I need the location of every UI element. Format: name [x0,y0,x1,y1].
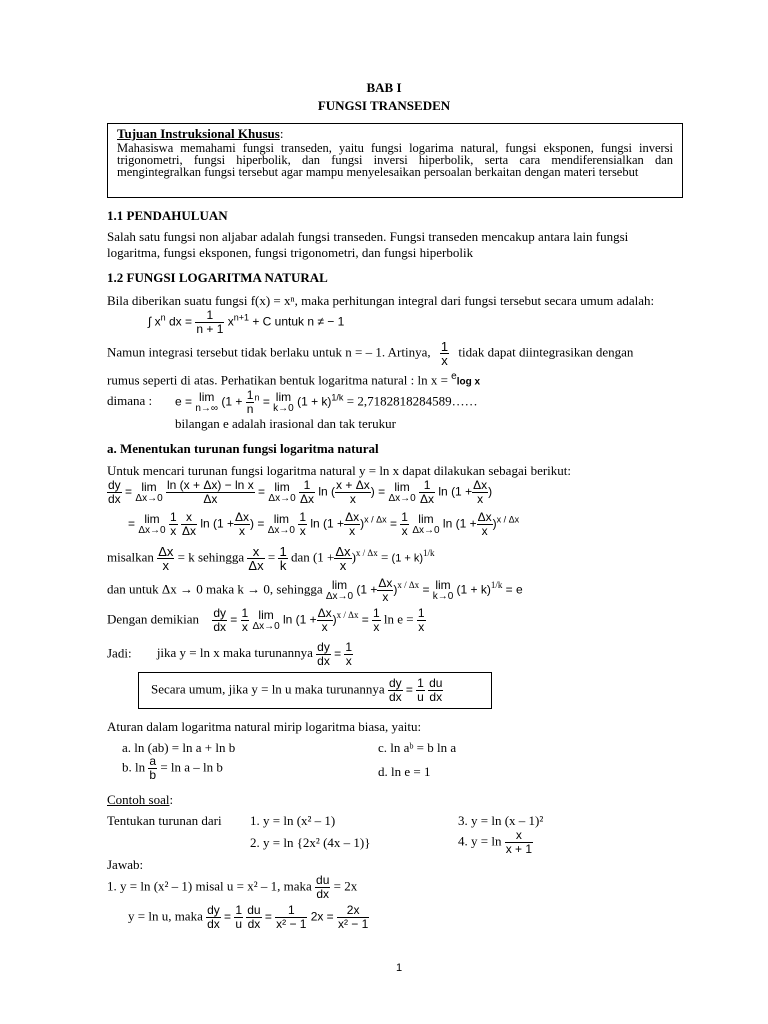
untuk-result: = e [505,582,523,597]
dimana-label: dimana : [107,393,153,408]
misalkan-label: misalkan [107,549,154,565]
untuk-lim-1-sub: Δx→0 [325,590,354,602]
rule-c: c. ln aᵇ = b ln a [378,740,457,755]
untuk-lim-2-sub: k→0 [432,590,454,602]
namun-line [107,340,633,367]
d2b-denominator: Δx [181,524,196,538]
untuk-equals: = [422,582,430,597]
d2-lim-1-sub: Δx→0 [138,524,166,536]
section-1-2-intro: Bila diberikan suatu fungsi f(x) = xⁿ, maka perhitungan integral dari fungsi tersebut secara umum adalah: [107,293,655,308]
objective-text: Mahasiswa memahami fungsi transeden, yaitu fungsi logarima natural, fungsi eksponen, fungsi inversi trigonometri, fungsi hiperbolik, dan fungsi inversi hiperbolik, serta cara mendiferensialkan dan mengintegralkan fungsi tersebut agar mampu menyelesaikan persoalan berkaitan dengan materi tersebut [117,141,673,179]
solution-1-du-dx [315,874,330,901]
d2-ln-close: ) [250,516,255,531]
dengan-f4-den: x [418,620,425,634]
dengan-f3-num: 1 [372,606,380,620]
integral-power: n+1 [233,312,249,323]
dengan-one-over-x-2 [372,607,381,634]
examples-prompt: Tentukan turunan dari [107,813,222,828]
solution-2-equals-3: = [326,909,334,924]
solution-2-one-over-u [234,904,243,931]
dq-numerator: ln (x + Δx) − ln x [166,478,254,492]
objective-colon: : [279,126,284,141]
lim-dx-1 [135,479,163,504]
e-exponent-n: n [254,392,260,403]
d2-x-over-dx [181,511,197,538]
lim-1: lim [141,479,157,494]
dengan-exponent: x / Δx [336,610,359,621]
d2g-denominator: x [477,524,493,538]
integral-dx: dx = [165,314,192,329]
lim-2-sub: Δx→0 [268,492,296,504]
d2-lim-3-word: lim [418,511,434,526]
d2-exponent-1: x / Δx [364,514,387,525]
solution-2-dx: dx [207,917,220,931]
page-number: 1 [396,962,403,974]
problem-1: 1. y = ln (x² – 1) [250,813,336,828]
e-expr-1: (1 + [221,394,243,409]
solution-2-dy-dx [206,904,221,931]
mf4-denominator: x [334,558,351,572]
dx-label: dx [108,492,121,506]
general-rule-text: Secara umum, jika y = ln u maka turunannya [151,681,385,697]
d2-equals-2: = [257,516,265,531]
d2-dx-over-x-3 [477,511,493,538]
f4-numerator: 1 [423,478,431,492]
d2-one-over-x [169,511,178,538]
section-1-1-line2: logaritma, fungsi eksponen, fungsi trigonometri, dan fungsi hiperbolik [107,245,474,260]
limit-n [195,389,219,414]
e-exponent-k: 1/k [331,392,344,403]
box-dx: dx [388,690,402,704]
mf3-numerator: 1 [279,544,287,559]
lim-3-sub: Δx→0 [388,492,416,504]
e-denominator: n [246,402,254,416]
jadi-dx: dx [317,654,330,668]
lim-word-2: lim [275,389,292,404]
problem-4-den: x + 1 [505,842,533,856]
rumus-base: e [451,371,457,382]
untuk-dx-over-x [377,577,393,604]
untuk-paren-open: (1 + [356,582,378,597]
box-u: u [417,690,424,704]
limit-k [273,389,294,414]
integral-formula [148,309,344,336]
jadi-x: x [345,654,352,668]
ln-close: ) [370,484,375,499]
mf2-numerator: x [252,544,260,559]
dengan-result [417,607,426,634]
solution-2-equals-2: = [264,909,272,924]
derivation-line-2 [128,511,519,538]
jadi-dy-dx [316,641,331,668]
rule-b-num: a [149,754,157,768]
d2g-numerator: Δx [477,510,492,524]
ln-open: ln ( [318,484,336,499]
dengan-dx: dx [213,620,226,634]
lim-3: lim [394,479,410,494]
dengan-lim-word: lim [258,607,274,622]
problem-2: 2. y = ln {2x² (4x – 1)} [250,835,371,850]
untuk-paren-close: ) [393,582,398,597]
one-over-dx [299,479,315,506]
uf-denominator: x [377,590,393,604]
solution-2-f5-num: 2x [346,903,360,917]
e-definition [175,389,478,416]
d2e-denominator: x [344,524,360,538]
problem-4-fraction [505,829,533,856]
untuk-expr: (1 + k) [456,582,491,597]
untuk-lim-2-word: lim [435,577,451,592]
e-value: = 2,7182818284589…… [346,393,478,409]
d2-lim-2 [267,511,295,536]
namun-text-b: tidak dapat diintegrasikan dengan [458,344,634,360]
general-rule-line [151,677,443,704]
solution-2-du-dx [246,904,261,931]
misal-dx-over-x-2 [334,545,351,572]
subsection-a-heading: a. Menentukan turunan fungsi logaritma natural [107,441,379,456]
dengan-ln-e: ln e = [383,611,414,627]
d2-dx-over-x [234,511,250,538]
d2d-denominator: x [299,524,306,538]
rumus-text: rumus seperti di atas. Perhatikan bentuk logaritma natural : ln x = [107,372,448,388]
solution-line-2 [128,904,369,931]
d2d-numerator: 1 [299,510,307,524]
d2a-numerator: 1 [169,510,177,524]
misal-expr: (1 + k) [391,552,424,565]
problem-3: 3. y = ln (x – 1)² [458,813,544,828]
f2-numerator: 1 [303,478,311,492]
examples-heading-text: Contoh soal [107,792,170,807]
integral-exponent: n [160,312,166,323]
aturan-line: Aturan dalam logaritma natural mirip logaritma biasa, yaitu: [107,719,422,734]
solution-2-one-over-x2 [275,904,307,931]
mf2-denominator: Δx [248,558,264,573]
d2-lim-1-word: lim [144,511,160,526]
dq-denominator: Δx [166,492,255,506]
misal-one-over-k [278,545,287,572]
solution-1-du: du [316,873,330,887]
ratio-fraction [335,479,371,506]
problem-4-num: x [515,828,522,842]
d2a-denominator: x [170,524,177,538]
d2f-denominator: x [401,524,408,538]
lim-word: lim [199,389,215,404]
f3-denominator: x [335,492,371,506]
misal-x-over-dx [247,545,264,572]
d2-equals-1: = [128,516,136,531]
untuk-lim-2 [432,577,454,602]
dengan-f2-den: x [317,620,333,634]
lim-k-sub: k→0 [273,402,294,414]
solution-2-equals-1: = [224,909,232,924]
answer-label: Jawab: [107,857,144,872]
rule-b [122,755,223,782]
solution-2-2x: 2x [310,909,324,924]
objective-box [107,123,683,198]
d2b-numerator: x [185,510,192,524]
untuk-line [107,577,523,604]
section-1-1-line1: Salah satu fungsi non aljabar adalah fungsi transeden. Fungsi transeden mencakup antara lain fungsi [107,229,629,244]
dengan-equals-2: = [361,612,369,627]
jadi-label: Jadi: [107,645,132,661]
untuk-lim-1-word: lim [331,577,348,592]
integral-constant: + C untuk n ≠ − 1 [252,314,345,329]
d2-one-over-x-3 [400,511,409,538]
one-over-dx-2 [419,479,435,506]
mf1-numerator: Δx [158,544,174,559]
general-rule-box [138,672,492,709]
box-du: du [429,676,443,690]
solution-1-text: 1. y = ln (x² – 1) misal u = x² – 1, maka [107,878,312,894]
jadi-line [107,641,353,668]
f3-numerator: x + Δx [336,478,370,492]
d2-one-over-x-2 [298,511,307,538]
dy-dx-fraction [107,479,122,506]
misal-text-c: dan (1 + [290,549,335,565]
d2-lim-2-word: lim [273,511,290,526]
solution-2-dx-2: dx [247,917,261,931]
rule-b-fraction [148,755,157,782]
dy-label: dy [108,478,121,492]
box-dy-dx [388,677,403,704]
namun-text-a: Namun integrasi tersebut tidak berlaku untuk n = – 1. Artinya, [107,344,431,360]
d2-equals-3: = [389,516,397,531]
dengan-f4-num: 1 [417,606,425,620]
untuk-text: dan untuk Δx → 0 maka k → 0, sehingga [107,581,323,597]
box-one: 1 [417,676,424,690]
e-description: bilangan e adalah irasional dan tak terukur [175,416,396,431]
section-1-2-heading: 1.2 FUNGSI LOGARITMA NATURAL [107,270,328,285]
section-1-1-heading: 1.1 PENDAHULUAN [107,208,228,223]
solution-2-f4-den: x² − 1 [276,917,307,931]
lim-dx-3 [388,479,416,504]
box-dx-2: dx [429,690,443,704]
equals-1: = [125,484,133,499]
misal-text-b: = k sehingga [177,549,245,565]
problem-4-pre: 4. y = ln [458,833,502,849]
solution-2-du: du [247,903,261,917]
jadi-result [344,641,353,668]
examples-heading-colon: : [169,792,174,807]
namun-numerator: 1 [440,339,449,354]
difference-quotient [166,479,255,506]
dengan-ln-open: ln (1 + [282,612,317,627]
box-equals: = [405,682,413,697]
dengan-one-over-x [241,607,250,634]
untuk-exponent-2: 1/k [490,580,503,591]
dengan-text: Dengan demikian [107,611,200,627]
mf3-denominator: k [279,558,287,573]
d2-ln-open-3: ln (1 + [442,516,477,531]
e-equals-2: = [262,394,270,409]
dengan-f2-num: Δx [317,606,332,620]
integral-numerator: 1 [206,308,214,322]
misalkan-line: misalkan $\frac{\Delta x}{x}$ = k sehingga $\frac{x}{\Delta x}$ = $\frac{1}{k}$ dan (1 + $\frac{\Delta x}{x}$ )$^{x / \Delta x} = (1 + k)^{1/k}$ [107,544,435,573]
rule-b-post: = ln a – ln b [160,759,223,775]
jadi-dy: dy [317,640,330,654]
rule-d: d. ln e = 1 [378,764,431,779]
e-numerator: 1 [246,388,254,402]
solution-line-1 [107,874,357,901]
lim-dx-2 [268,479,296,504]
d2-ln-open: ln (1 + [200,516,235,531]
integral-denominator: n + 1 [196,322,224,336]
f2-denominator: Δx [300,492,315,506]
misal-exponent-2: 1/k [423,548,435,559]
jadi-equals: = [334,646,342,661]
d2-dx-over-x-2 [344,511,360,538]
namun-denominator: x [441,353,448,368]
d2-lim-2-sub: Δx→0 [267,524,295,536]
f5-denominator: x [472,492,488,506]
solution-2-result [337,904,369,931]
f4-denominator: Δx [420,492,435,506]
equals-3: = [378,484,386,499]
untuk-lim-1 [325,577,354,602]
problem-4 [458,829,533,856]
solution-2-f5-den: x² − 1 [337,917,369,931]
dx-over-x [472,479,488,506]
box-du-dx [428,677,443,704]
dengan-f3-den: x [373,620,380,634]
jadi-one: 1 [345,640,353,654]
dengan-equals: = [230,612,238,627]
mf1-denominator: x [157,558,174,572]
d2c-numerator: Δx [235,510,250,524]
objective-title: Tujuan Instruksional Khusus [117,126,280,141]
chapter-title: FUNGSI TRANSEDEN [317,98,451,113]
rule-b-pre: b. ln [122,759,146,775]
solution-2-f2-den: u [235,917,242,931]
solution-2-f2-num: 1 [235,903,242,917]
jadi-text: jika y = ln x maka turunannya [156,645,313,661]
subsection-a-intro: Untuk mencari turunan fungsi logaritma natural y = ln x dapat dilakukan sebagai berikut: [107,463,572,478]
d2-ln-open-2: ln (1 + [310,516,345,531]
solution-1-result: = 2x [333,878,358,894]
dengan-dy: dy [213,606,226,620]
rule-b-den: b [149,768,157,782]
rumus-log: log x [456,376,481,388]
dengan-ln-close: ) [332,612,337,627]
d2-lim-3-sub: Δx→0 [412,524,440,536]
dengan-lim-sub: Δx→0 [252,620,280,632]
d2-lim-1 [138,511,166,536]
lim-n-sub: n→∞ [195,402,219,414]
dengan-dy-dx [212,607,227,634]
derivation-line-1 [107,479,492,506]
d2e-numerator: Δx [345,510,360,524]
solution-2-dy: dy [207,903,220,917]
rumus-line [107,371,480,388]
f5-numerator: Δx [473,478,488,492]
d2-exponent-2: x / Δx [496,514,520,525]
integral-x: x [227,314,234,329]
box-dy: dy [388,676,402,690]
rule-a: a. ln (ab) = ln a + ln b [122,740,236,755]
d2c-denominator: x [234,524,250,538]
e-expr-2: (1 + k) [297,394,332,409]
integral-sign: ∫ x [148,314,161,329]
integral-fraction [195,309,224,336]
d2-ln-close-3: ) [492,516,497,531]
dengan-f1-den: x [241,620,248,634]
namun-fraction [440,340,449,367]
misal-equals-2: = [380,549,389,565]
lim-2: lim [274,479,290,494]
solution-2-f4-num: 1 [287,903,295,917]
d2-lim-3 [412,511,440,536]
uf-numerator: Δx [378,576,393,590]
misal-exponent: x / Δx [355,548,378,559]
d2-ln-close-2: ) [360,516,365,531]
dengan-dx-over-x [317,607,333,634]
d2f-numerator: 1 [401,510,408,524]
examples-heading [107,792,173,808]
dengan-lim [252,607,280,632]
solution-1-dx: dx [316,887,330,901]
lim-1-sub: Δx→0 [135,492,163,504]
mf4-numerator: Δx [335,544,351,559]
box-one-over-u [416,677,425,704]
dengan-f1-num: 1 [241,606,249,620]
ln-open-2: ln (1 + [438,484,473,499]
e-equals: e = [175,394,193,409]
ln-close-2: ) [488,484,493,499]
misal-dx-over-x [157,545,174,572]
chapter-label: BAB I [366,80,402,95]
misal-equals: = [267,549,276,565]
solution-2-text: y = ln u, maka [128,908,203,924]
dengan-line [107,607,426,634]
untuk-exponent: x / Δx [397,580,420,591]
equals-2: = [258,484,266,499]
